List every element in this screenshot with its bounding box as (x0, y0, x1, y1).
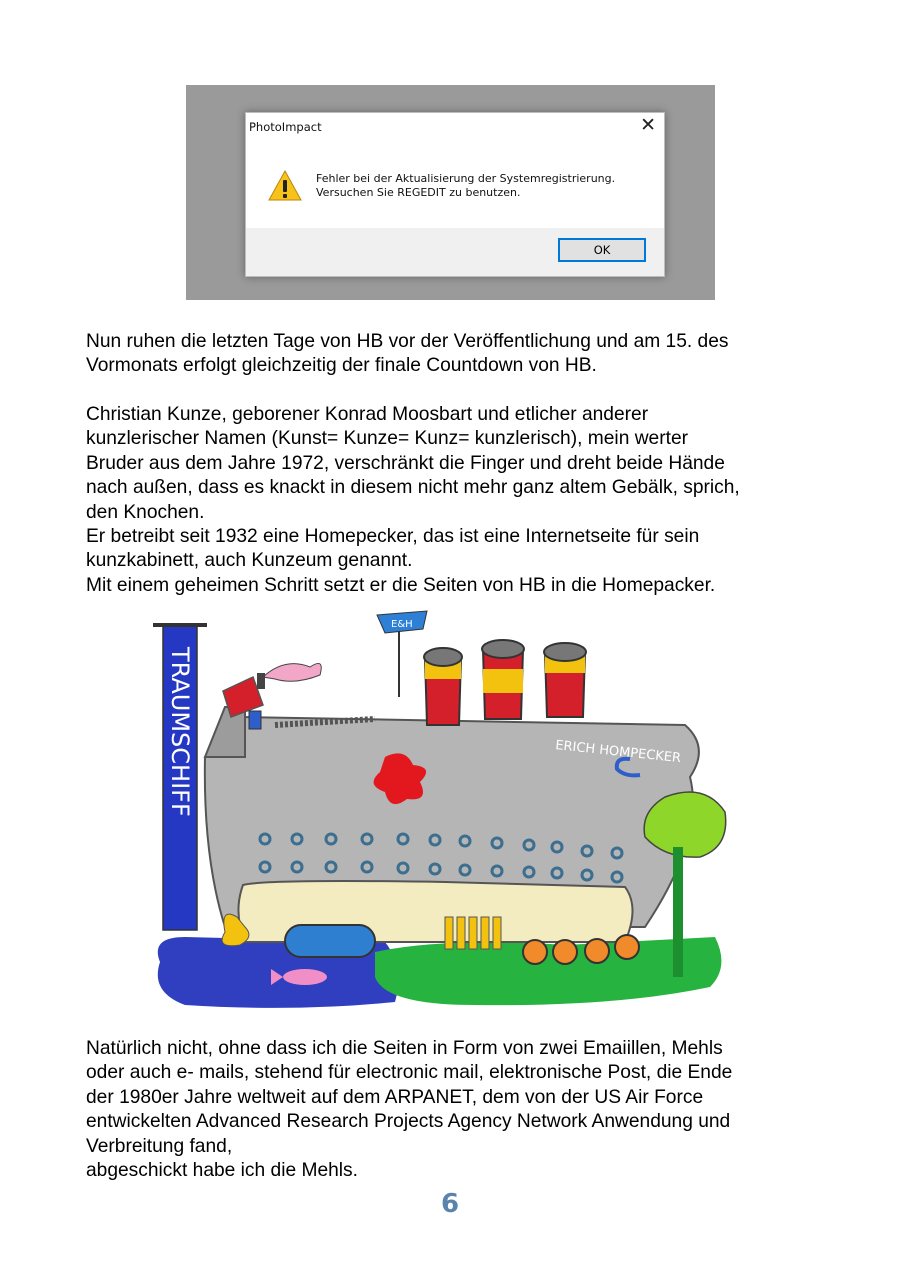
text-line: Verbreitung fand, (86, 1135, 233, 1157)
page-number: 6 (440, 1189, 460, 1219)
text-line: Er betreibt seit 1932 eine Homepecker, das ist eine Internetseite für sein (86, 526, 700, 548)
text-line: Bruder aus dem Jahre 1972, verschränkt die Finger und dreht beide Hände (86, 452, 725, 474)
ship-illustration (145, 607, 735, 1017)
paragraph-1 (86, 330, 826, 379)
paragraph-3 (86, 1037, 826, 1183)
grass-area (375, 937, 721, 1005)
text-line: den Knochen. (86, 501, 205, 523)
text-line: Nun ruhen die letzten Tage von HB vor der Veröffentlichung und am 15. des (86, 331, 729, 352)
dialog-message-line: Versuchen Sie REGEDIT zu benutzen. (316, 186, 521, 199)
text-line: der 1980er Jahre weltweit auf dem ARPANET, dem von der US Air Force (86, 1086, 704, 1108)
dialog-message (316, 172, 615, 200)
text-line: Mit einem geheimen Schritt setzt er die Seiten von HB in die Homepacker. (86, 574, 716, 596)
dialog-footer (246, 228, 664, 276)
paragraph-2 (86, 403, 826, 598)
text-line: oder auch e- mails, stehend für electronic mail, elektronische Post, die Ende (86, 1062, 733, 1084)
close-icon[interactable]: ✕ (640, 114, 656, 136)
dialog-screenshot (186, 85, 715, 300)
hull-label: ERICH HOMPECKER (554, 738, 682, 767)
flag-label: E&H (391, 619, 413, 630)
text-line: Christian Kunze, geborener Konrad Moosbart und etlicher anderer (86, 404, 649, 425)
dialog-body (246, 141, 664, 231)
fish-shape (283, 969, 327, 985)
warning-icon (268, 169, 302, 203)
text-line: nach außen, dass es knackt in diesem nicht mehr ganz altem Gebälk, sprich, (86, 477, 740, 499)
text-line: kunzlerischer Namen (Kunst= Kunze= Kunz= kunzlerisch), mein werter (86, 428, 689, 450)
dialog-title: PhotoImpact (249, 120, 322, 134)
submarine (285, 925, 375, 957)
ok-button[interactable]: OK (558, 238, 646, 262)
text-line: abgeschickt habe ich die Mehls. (86, 1160, 358, 1182)
dialog-message-line: Fehler bei der Aktualisierung der Systemregistrierung. (316, 172, 616, 185)
funnels (424, 640, 586, 725)
text-line: kunzkabinett, auch Kunzeum genannt. (86, 550, 413, 572)
text-line: entwickelten Advanced Research Projects Agency Network Anwendung und (86, 1111, 731, 1133)
banner-label: TRAUMSCHIFF (166, 647, 194, 817)
text-line: Natürlich nicht, ohne dass ich die Seiten in Form von zwei Emaiillen, Mehls (86, 1038, 723, 1059)
text-line: Vormonats erfolgt gleichzeitig der finale Countdown von HB. (86, 355, 597, 377)
error-dialog (245, 112, 665, 277)
